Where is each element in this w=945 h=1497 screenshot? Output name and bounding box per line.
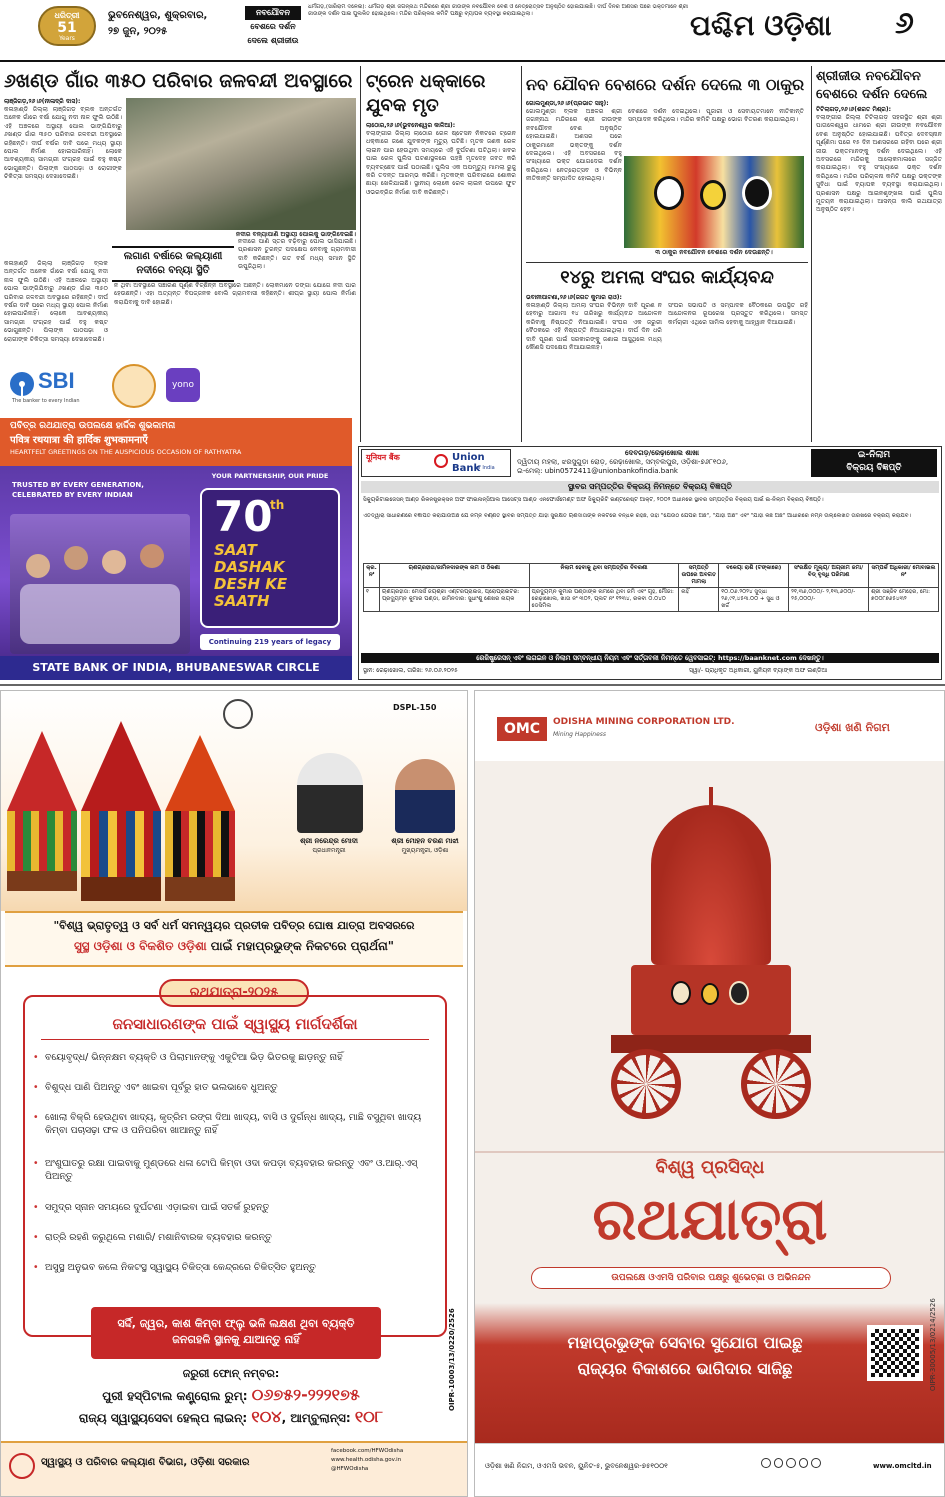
pm-title: ପ୍ରଧାନମନ୍ତ୍ରୀ [312,847,346,854]
story1-headline: ୬ଖଣ୍ଡ ଗାଁର ୩୫୦ ପରିବାର ଜଳବନ୍ଦୀ ଅବସ୍ଥାରେ [4,70,353,92]
story2-headline: ଟ୍ରେନ ଧକ୍କାରେ ଯୁବକ ମୃତ [366,71,486,116]
sbi-greeting-strip [0,418,352,466]
sbi-trusted: TRUSTED BY EVERY GENERATION, CELEBRATED BY EVERY INDIAN [12,481,144,499]
story1-body-right: ନଦୀରେ ପାଣି ସ୍ତର ବଢ଼ିବାରୁ ପୋଲ ଭାସିଯାଇଛି। ପ୍ରଶାସନ ତୁରନ୍ତ ପଦକ୍ଷେପ ନେବାକୁ ଗ୍ରାମବାସୀ ଦାବି କରିଛନ୍ତି। ଗତ ବର୍ଷ ମଧ୍ୟ ସମାନ ସ୍ଥିତି ଉପୁଜିଥିଲା। [238,238,356,271]
story1-body-continued: କଳାହାଣ୍ଡି ଜିଲ୍ଲା ଲାଞ୍ଜିଗଡ଼ ବ୍ଲକ ଅନ୍ତର୍ଗତ ଅନେକ ଗାଁରେ ବର୍ଷା ଯୋଗୁ ନଦୀ ନାଳ ଫୁଲି ଉଠିଛି। ଏହି ଅଞ୍ଚଳରେ ଅସ୍ଥାୟୀ ପୋଲ ଭାଙ୍ଗିଯିବାରୁ ୬ଖଣ୍ଡ ଗାଁର ୩୫୦ ପରିବାର ଜଳବନ୍ଦୀ ଅବସ୍ଥାରେ ରହିଛନ୍ତି। ଦୀର୍ଘ ବର୍ଷର ଦାବି ପରେ ମଧ୍ୟ ସ୍ଥାୟୀ ପୋଲ ନିର୍ମାଣ ହୋଇପାରିନାହିଁ। ଲୋକେ ଆବଶ୍ୟକୀୟ ସାମଗ୍ରୀ ସଂଗ୍ରହ ପାଇଁ ବହୁ କଷ୍ଟ ଭୋଗୁଛନ୍ତି। ପିଲାଙ୍କ ପାଠପଢ଼ା ଓ ରୋଗୀଙ୍କ ଚିକିତ୍ସା ସମସ୍ୟା ଦେଖାଦେଇଛି। [4,260,108,343]
ambulance-number: ୧୦୮ [354,1407,384,1426]
omc-advertisement [474,690,945,1497]
chariot-wheel-right-icon [741,1049,811,1119]
story3-body: ଗୋଲମୁଣ୍ଡା ବ୍ଲକ ଅଞ୍ଚଳର ଶ୍ରୀ ଜଗନ୍ନାଥ ମନ୍ଦିରରେ ଶ୍ରୀ ଜୀଉଙ୍କ ନବଯୌବନ ବେଶ ଅନୁଷ୍ଠିତ ହୋଇଯାଇଛି। ଅଣସର ପରେ ଠାକୁରମାନେ ଭକ୍ତଙ୍କୁ ଦର୍ଶନ ଦେଇଥିଲେ। ଏହି ଅବସରରେ ବହୁ ସଂଖ୍ୟାରେ ଭକ୍ତ ଯୋଗଦେଇ ଦର୍ଶନ କରିଥିଲେ। ନେତ୍ରୋତ୍ସବ ଓ ବିଭିନ୍ନ ନୀତିକାନ୍ତି ସମ୍ପାଦିତ ହୋଇଥିଲା। [526,108,622,183]
column-rule-3 [811,66,812,442]
cm-name: ଶ୍ରୀ ମୋହନ ଚରଣ ମାଝୀ [391,837,459,845]
chariot-2-icon [81,721,161,901]
auction-title-1: ଇ-ନିଲାମ [857,450,891,460]
union-bank-english: Union Bank [452,452,485,474]
teaser-kicker-2: ବେଶରେ ଦର୍ଶନ [250,22,296,31]
teaser-kicker-3: ଦେଲେ ଶ୍ରୀଜୀଉ [247,36,299,45]
health-quote-2a: ସୁସ୍ଥ ଓଡ଼ିଶା ଓ ବିକଶିତ ଓଡ଼ିଶା [73,939,207,953]
ad-divider [0,684,945,686]
story3-photo-caption: ୩ ଠାକୁର ନବଯୌବନ ବେଶରେ ଦର୍ଶନ ଦେଉଛନ୍ତି। [655,249,773,256]
auction-title-box [811,449,937,477]
sbi-tagline: The banker to every Indian [12,398,80,404]
x-icon[interactable] [761,1458,771,1468]
deities-photo [624,156,804,248]
omc-company: ODISHA MINING CORPORATION LTD. [553,717,735,727]
story2-byline: ଲାଠୋର,୨୬।୬(ଭୁବନେଶ୍ୱର କାଳିଆ): [366,122,456,129]
th-property: ନିଲାମ ହେବାକୁ ଥିବା ସମ୍ପତ୍ତିର ବିବରଣୀ [529,564,679,588]
sbi-logo-icon [10,372,34,396]
auction-table [363,563,939,612]
teaser-kicker-1: ନବଯୌବନ [245,6,301,20]
union-bank-auction-notice [358,446,942,680]
omc-prefix: ବିଶ୍ୱ ପ୍ରସିଦ୍ଧ [655,1157,765,1178]
auction-table-header [364,564,939,588]
td-borrower: ଋଣଗ୍ରହୀତା: ମେସର୍ସ ଜୟଶ୍ରୀ ଏଣ୍ଟରପ୍ରାଇଜ, ପ୍ରୋପ୍ରାଇଟର: ପ୍ରଦ୍ୟୁମ୍ନ କୁମାର ପଣ୍ଡା, ଜାମିନଦାର: ସୁଧାଂଶୁ ଶେଖର ନାୟକ [379,588,529,612]
rathyatra-emblem-icon [112,364,156,408]
facebook-icon[interactable] [786,1458,796,1468]
story3-body-right: ବେଶରେ ଦର୍ଶନ ଦେଇଥିଲେ। ପୂଜାରୀ ଓ ସେବାୟତମାନେ ନୀତିକାନ୍ତି ସମ୍ପାଦନ କରିଥିଲେ। ମନ୍ଦିର କମିଟି ପକ୍ଷରୁ ଭୋଗ ବିତରଣ କରାଯାଇଥିଲା। [628,108,804,124]
td-contact: ଶ୍ରୀ ସଞ୍ଜିବ ମେହେର, ମୋ: ୭୦୦୮୭୬୫୪୩୨ [869,588,939,612]
badge-top: ଧରିତ୍ରୀ [54,11,80,20]
chariot-body [631,965,791,1035]
chariot-spire [651,805,771,965]
flood-photo [126,98,356,230]
deity-face-3 [742,176,772,210]
th-borrower: ଋଣଗ୍ରହୀତା/ଜାମିନଦାରଙ୍କ ନାମ ଓ ଠିକଣା [379,564,529,588]
masthead-date [108,8,207,40]
omc-social-icons [761,1458,821,1472]
qr-code-icon[interactable] [867,1325,923,1381]
teaser-text: ଧର୍ମଗଡ଼,(ସାରିରାମ ଦଳେଇ): ଧର୍ମଗଡ଼ ଶ୍ରୀ ଜଗନ୍ନାଥ ମନ୍ଦିରରେ ଶ୍ରୀ ଜୀଉଙ୍କ ନବଯୌବନ ବେଶ ଓ ନେତ୍ରୋତ୍ସବ ଅନୁଷ୍ଠିତ ହୋଇଯାଇଛି। ଦୀର୍ଘ ଦିନର ଅଣସର ପରେ ଭକ୍ତମାନେ ଶ୍ରୀ ଜୀଉଙ୍କ ଦର୍ଶନ ପାଇ ପୁଲକିତ ହୋଇଥିଲେ। ମନ୍ଦିର ପରିଚାଳନା କମିଟି ପକ୍ଷରୁ ବ୍ୟାପକ ବ୍ୟବସ୍ଥା କରାଯାଇଥିଲା। [308,4,688,18]
emergency-phone-title: ଜରୁରୀ ଫୋନ୍ ନମ୍ବର: [182,1367,280,1380]
greeting-english: HEARTFELT GREETINGS ON THE AUSPICIOUS OCCASION OF RATHYATRA [10,448,242,456]
story1-body-left: କଳାହାଣ୍ଡି ଜିଲ୍ଲା ଲାଞ୍ଜିଗଡ଼ ବ୍ଲକ ଅନ୍ତର୍ଗତ ଅନେକ ଗାଁରେ ବର୍ଷା ଯୋଗୁ ନଦୀ ନାଳ ଫୁଲି ଉଠିଛି। ଏହି ଅଞ୍ଚଳରେ ଅସ୍ଥାୟୀ ପୋଲ ଭାଙ୍ଗିଯିବାରୁ ୬ଖଣ୍ଡ ଗାଁର ୩୫୦ ପରିବାର ଜଳବନ୍ଦୀ ଅବସ୍ଥାରେ ରହିଛନ୍ତି। ଦୀର୍ଘ ବର୍ଷର ଦାବି ପରେ ମଧ୍ୟ ସ୍ଥାୟୀ ପୋଲ ନିର୍ମାଣ ହୋଇପାରିନାହିଁ। ଲୋକେ ଆବଶ୍ୟକୀୟ ସାମଗ୍ରୀ ସଂଗ୍ରହ ପାଇଁ ବହୁ କଷ୍ଟ ଭୋଗୁଛନ୍ତି। ପିଲାଙ୍କ ପାଠପଢ଼ା ଓ ରୋଗୀଙ୍କ ଚିକିତ୍ସା ସମସ୍ୟା ଦେଖାଦେଇଛି। [4,106,122,181]
yono-logo-icon [166,368,200,402]
omc-main-title: ରଥଯାତ୍ରା [592,1185,828,1253]
health-quote-2b: ପାଇଁ ମହାପ୍ରଭୁଙ୍କ ନିକଟରେ ପ୍ରାର୍ଥନା" [206,939,395,953]
dashak: DASHAK [214,558,285,576]
chariot-illustration [601,787,821,1127]
website-link[interactable]: www.health.odisha.gov.in [331,1457,402,1463]
sbi-main-panel [0,466,352,656]
story5-headline: ଶ୍ରୀଜୀଉ ନବଯୌବନ ବେଶରେ ଦର୍ଶନ ଦେଲେ [816,69,928,102]
story4-body-right: ସଂଘର ସଭାପତି ଓ ସମ୍ପାଦକ ବୈଠକରେ ଉପସ୍ଥିତ ରହି ଆନ୍ଦୋଳନର ରୂପରେଖ ପ୍ରସ୍ତୁତ କରିଥିଲେ। ସମସ୍ତ କର୍ମଚାରୀ ଏଥିରେ ସାମିଲ ହେବାକୁ ଆହ୍ୱାନ ଦିଆଯାଇଛି। [668,302,808,326]
emergency-phone-2 [31,1407,431,1427]
page-number: ୬ [895,6,914,41]
badge-number: 51 [57,20,77,36]
health-footer [1,1441,467,1496]
odisha-emblem-icon [223,699,253,729]
guideline-item-5: • ସମୁଦ୍ର ସ୍ନାନ ସମୟରେ ଦୁର୍ଘଟଣା ଏଡ଼ାଇବା ପାଇଁ ସତର୍କ ରୁହନ୍ତୁ [45,1201,435,1214]
guideline-title: ଜନସାଧାରଣଙ୍କ ପାଇଁ ସ୍ୱାସ୍ଥ୍ୟ ମାର୍ଗଦର୍ଶିକା [112,1015,358,1033]
pm-name: ଶ୍ରୀ ନରେନ୍ଦ୍ର ମୋଦୀ [300,837,358,845]
td-dues: ୧୦.୦୬.୨୦୨୪ ସୁଦ୍ଧା ୨୬,୯୧,୪୫୩.୦୦ + ସୁଧ ଓ ଖର୍ଚ୍ଚ [719,588,789,612]
auction-signature: ସ୍ୱା/- ପ୍ରାଧିକୃତ ଅଧିକାରୀ, ୟୁନିୟନ ବ୍ୟାଙ୍କ ଅଫ ଇଣ୍ଡିଆ [689,667,828,674]
sbi-legacy: Continuing 219 years of legacy [200,634,340,650]
guideline-rule [41,1039,429,1040]
th-contact: ସମ୍ପର୍କ ଅଧିକାରୀ/ ମୋବାଇଲ ନଂ [869,564,939,588]
seventy-number: 70 [214,492,273,541]
omc-oipr [929,1171,941,1391]
auction-intro: ସିକ୍ୟୁରିଟାଇଜେସନ୍ ଆଣ୍ଡ ରିକନଷ୍ଟ୍ରକ୍ସନ ଅଫ ଫାଇନାନ୍ସିଆଲ ଆସେଟ୍ସ ଆଣ୍ଡ ଏନଫୋର୍ସମେଣ୍ଟ ଅଫ ସିକ୍ୟୁରିଟି ଇଣ୍ଟରେଷ୍ଟ ଆକ୍ଟ, ୨୦୦୨ ଅଧୀନରେ ସ୍ଥାବର ସମ୍ପତ୍ତିର ବିକ୍ରୟ ପାଇଁ ଇ-ନିଲାମ ବିକ୍ରୟ ବିଜ୍ଞପ୍ତି। [363,497,824,503]
column-rule-2 [521,66,522,442]
cm-title: ମୁଖ୍ୟମନ୍ତ୍ରୀ, ଓଡ଼ିଶା [401,847,449,854]
td-reserve: ୨୧,୩୬,୦୦୦/- ୨,୧୩,୬୦୦/- ୨୫,୦୦୦/- [789,588,869,612]
linkedin-icon[interactable] [811,1458,821,1468]
auction-title-2: ବିକ୍ରୟ ବିଜ୍ଞପ୍ତି [846,463,902,473]
health-oipr [448,1211,458,1411]
story4-body: କଳାହାଣ୍ଡି ଜିଲ୍ଲା ଅମଲା ସଂଘର ବିଭିନ୍ନ ଦାବି ପୂରଣ ନ ହେବାରୁ ଆଗାମୀ ୧୪ ତାରିଖରୁ କାର୍ଯ୍ୟବନ୍ଦ ଆନ୍ଦୋଳନ କରିବାକୁ ନିଷ୍ପତ୍ତି ନିଆଯାଇଛି। ସଂଘର ଏକ ଜରୁରୀ ବୈଠକରେ ଏହି ନିଷ୍ପତ୍ତି ନିଆଯାଇଥିଲା। ଦୀର୍ଘ ଦିନ ଧରି ଦାବି ପୂରଣ ପାଇଁ ସରକାରଙ୍କୁ ଜଣାଇ ଆସୁଥିଲେ ମଧ୍ୟ କୌଣସି ପଦକ୍ଷେପ ନିଆଯାଇନାହିଁ। [526,302,662,352]
auction-notice-text: ଏତଦ୍ୱାରା ସାଧାରଣରେ ବିଜ୍ଞାପିତ କରାଯାଉଅଛି ଯେ ନିମ୍ନ ବର୍ଣ୍ଣିତ ସ୍ଥାବର ସମ୍ପତ୍ତି ଯାହା ସୁରକ୍ଷିତ ଋଣଦାତାଙ୍କ ନିକଟରେ ବନ୍ଧକ ରହିଛି, ତାହା "ଯେଉଁଠି ଯେପରି ଅଛି", "ଯାହା ଅଛି" ଏବଂ "ଯାହା କିଛି ଅଛି" ଆଧାରରେ ନିମ୍ନ ଉଲ୍ଲେଖିତ ତାରିଖରେ ବିକ୍ରୟ କରାଯିବ। [363,513,912,519]
sbi-partnership: YOUR PARTNERSHIP, OUR PRIDE [211,472,329,480]
th-reserve: ସଂରକ୍ଷିତ ମୂଲ୍ୟ/ ଅଗ୍ରୀମ ଜମା/ ବିଡ୍ ବୃଦ୍ଧି ପରିମାଣ [789,564,869,588]
yono-label: yono [171,380,195,390]
ambulance-label: , ଆମ୍ବୁଲାନ୍ସ: [281,1411,351,1425]
column-rule-1 [360,66,361,442]
omc-line-2: ରାଜ୍ୟର ବିକାଶରେ ଭାଗିଦାର ସାଜିଛୁ [577,1359,793,1378]
health-social [331,1447,403,1474]
story1-photo-caption: ନଦୀର ବନ୍ୟାପାଣି ଅସ୍ଥାୟୀ ପୋଲକୁ ଭାଙ୍ଗିଦେଇଛି। [235,231,356,238]
seventy-th: th [270,498,285,512]
guideline-item-1: • ବୟୋବୃଦ୍ଧ/ ଭିନ୍ନକ୍ଷମ ବ୍ୟକ୍ତି ଓ ପିଲାମାନଙ୍କୁ ଏକୁଟିଆ ଭିଡ଼ ଭିତରକୁ ଛାଡ଼ନ୍ତୁ ନାହିଁ [45,1051,435,1064]
symptom-warning-2: ଜନଗହଳି ସ୍ଥାନକୁ ଯାଆନ୍ତୁ ନାହିଁ [172,1333,300,1346]
date-line-2: ୨୭ ଜୁନ, ୨୦୨୫ [108,26,168,37]
auction-subtitle: ସ୍ଥାବର ସମ୍ପତ୍ତିର ବିକ୍ରୟ ନିମନ୍ତେ ବିକ୍ରୟ ବିଜ୍ଞପ୍ତି [361,481,939,493]
guideline-item-7: • ଅସୁସ୍ଥ ଅନୁଭବ କଲେ ନିକଟସ୍ଥ ସ୍ୱାସ୍ଥ୍ୟ ଚିକିତ୍ସା କେନ୍ଦ୍ରରେ ଚିକିତ୍ସିତ ହୁଅନ୍ତୁ [45,1261,435,1274]
th-dues: ବକେୟା ରାଶି (ଟଙ୍କାରେ) [719,564,789,588]
health-hero [1,691,467,911]
omc-oipr-text: OIPR-30005/13/0214/2526 [929,1298,937,1391]
anniversary-badge [38,6,96,46]
pm-portrait [297,753,363,833]
rathyatra-year-badge: ରଥଯାତ୍ରା-୨୦୨୫ [159,979,309,1007]
omc-address: ଓଡ଼ିଶା ଖଣି ନିଗମ, ଓଏମସି ଭବନ, ୟୁନିଟ-୫, ଭୁବନେଶ୍ୱର-୭୫୧୦୦୧ [485,1462,668,1470]
deity-face-1 [654,176,684,210]
saath: SAATH [214,592,270,610]
auction-footer-rule: ରେଜିଷ୍ଟ୍ରେସନ୍ ଏବଂ ଲଗଇନ ଓ ନିଲାମ ସମ୍ବନ୍ଧୀୟ ନିୟମ ଏବଂ ସର୍ତ୍ତାବଳୀ ନିମନ୍ତେ ୱେବସାଇଟ୍: https://baanknet.com ଦେଖନ୍ତୁ। [361,653,939,663]
story4-byline: ଭବାନୀପାଟଣା,୨୬।୬(ଜଗତ କୁମାର ରାଓ): [526,294,622,301]
guideline-item-2: • ବିଶୁଦ୍ଧ ପାଣି ପିଅନ୍ତୁ ଏବଂ ଖାଇବା ପୂର୍ବରୁ ହାତ ଭଲଭାବେ ଧୁଅନ୍ତୁ [45,1081,435,1094]
cm-portrait [395,759,455,833]
masthead-rule [0,60,945,62]
family-photo [10,514,190,654]
union-bank-address: ଦ୍ୱିତୀୟ ମହଲା, ଝରସୁଗୁଡ଼ା ରୋଡ଼, ରେଢ଼ାଖୋଲ, ସମ୍ବଲପୁର, ଓଡ଼ିଶା-୭୬୮୧୦୬, [517,458,729,466]
story3-rule [526,262,808,263]
omc-line-1: ମହାପ୍ରଭୁଙ୍କ ସେବାର ସୁଯୋଗ ପାଇଛୁ [567,1333,803,1352]
story1-byline: ଲାଞ୍ଜିଗଡ଼,୨୬।୬(ନୀଳାଦ୍ରି ଦାସ): [4,98,81,105]
th-encumbrance: ସମ୍ପତ୍ତି ଉପରେ ଅବଗତ ମାମଲା [679,564,719,588]
td-encumbrance: ନାହିଁ [679,588,719,612]
guideline-item-6: • ରାତ୍ରି ରହଣି କରୁଥିଲେ ମଶାରି/ ମଶାନିବାରକ ବ୍ୟବହାର କରନ୍ତୁ [45,1231,435,1244]
facebook-link[interactable]: facebook.com/HFWOdisha [331,1448,404,1454]
masthead [0,0,945,64]
saat: SAAT [214,541,257,559]
story1-pull-quote: ଲଗାଣ ବର୍ଷାରେ କଲ୍ୟାଣୀ ନଦୀରେ ବନ୍ୟା ସ୍ଥିତି [112,246,234,282]
omc-website[interactable]: www.omcltd.in [873,1462,932,1470]
union-bank-address-block [517,449,807,476]
story3-byline: ଗୋଲମୁଣ୍ଡା,୨୬।୬(ପ୍ରଭାତ ସାହୁ): [526,100,609,107]
story5-body: ବଲାଙ୍ଗୀର ଜିଲ୍ଲା ଟିଟିଲାଗଡ଼ ସହରସ୍ଥିତ ଶ୍ରୀ ଶ୍ରୀ ପାତାଳେଶ୍ୱର ଧାମରେ ଶ୍ରୀ ଜୀଉଙ୍କ ନବଯୌବନ ବେଶ ଅନୁଷ୍ଠିତ ହୋଇଯାଇଛି। ପବିତ୍ର ଦେବସ୍ନାନ ପୂର୍ଣ୍ଣିମା ପରେ ୧୫ ଦିନ ଅଣସରରେ ରହିବା ପରେ ଶ୍ରୀ ଜୀଉ ଭକ୍ତମାନଙ୍କୁ ଦର୍ଶନ ଦେଇଥିଲେ। ଏହି ଅବସରରେ ମନ୍ଦିରକୁ ଆଲୋକମାଳାରେ ସଜ୍ଜିତ କରାଯାଇଥିଲା। ବହୁ ସଂଖ୍ୟାରେ ଭକ୍ତ ଦର୍ଶନ କରିଥିଲେ। ମନ୍ଦିର ପରିଚାଳନା କମିଟି ପକ୍ଷରୁ ଭକ୍ତଙ୍କ ସୁବିଧା ପାଇଁ ବ୍ୟାପକ ବ୍ୟବସ୍ଥା କରାଯାଇଥିଲା। ପ୍ରଶାସନ ପକ୍ଷରୁ ଆଇନଶୃଙ୍ଖଳା ପାଇଁ ପୁଲିସ ମୁତୟନ କରାଯାଇଥିଲା। ଆସନ୍ତା କାଲି ରଥଯାତ୍ରା ଅନୁଷ୍ଠିତ ହେବ। [816,114,942,214]
instagram-icon[interactable] [774,1458,784,1468]
health-quote-band [5,911,463,967]
union-bank-hindi: यूनियन बैंक [366,453,400,462]
story1-body-bottom: ନ ଥିବା ଅବସ୍ଥାରେ ସଞ୍ଚାରଣ ପୂର୍ଣ୍ଣ ବିଚ୍ଛିନ୍ନ ଅବସ୍ଥାରେ ଅଛନ୍ତି। ଲୋକମାନେ ଡଙ୍ଗା ଯୋଗେ ନଦୀ ପାର ହେଉଛନ୍ତି। ଏହା ଅତ୍ୟନ୍ତ ବିପଜ୍ଜନକ ବୋଲି ଗ୍ରାମବାସୀ କହିଛନ୍ତି। ଶୀଘ୍ର ସ୍ଥାୟୀ ପୋଲ ନିର୍ମାଣ କରାଯିବାକୁ ଦାବି ହୋଇଛି। [114,282,356,306]
chariot-1-icon [7,731,77,901]
badge-sub: Years [59,35,75,42]
td-serial: ୧ [364,588,380,612]
omc-footer [475,1443,944,1496]
phone1-label: ପୁରୀ ହସ୍ପିଟାଲ କଣ୍ଟ୍ରୋଲ ରୁମ୍: [102,1389,248,1403]
sbi-top-band [0,358,352,418]
union-bank-branch: ଦେବଗଡ଼/ରେଢ଼ାଖୋଲ ଶାଖା [625,449,699,457]
story3-headline: ନବ ଯୌବନ ବେଶରେ ଦର୍ଶନ ଦେଲେ ୩ ଠାକୁର [526,75,805,94]
hfw-logo-icon [9,1453,35,1479]
union-bank-mark-icon [434,454,448,468]
chariot-wheel-left-icon [611,1049,681,1119]
symptom-warning-1: ସର୍ଦ୍ଦି, ଜ୍ୱର, କାଶ କିମ୍ବା ଫ୍ଲୁ ଭଳି ଲକ୍ଷଣ ଥିବା ବ୍ୟକ୍ତି [117,1317,355,1330]
auction-place-date: ସ୍ଥାନ: ରେଢ଼ାଖୋଲ, ତାରିଖ: ୨୬.୦୬.୨୦୨୫ [363,667,458,674]
omc-logo: OMC [497,717,547,741]
story2-body: ବଲାଙ୍ଗୀର ଜିଲ୍ଲା ଲାଠୋର ରେଳ ଷ୍ଟେସନ ନିକଟରେ ଟ୍ରେନ ଧକ୍କାରେ ଜଣେ ଯୁବକଙ୍କ ମୃତ୍ୟୁ ଘଟିଛି। ମୃତକ ଜଣକ ରେଳ ଲାଇନ ପାର ହେଉଥିବା ସମୟରେ ଏହି ଦୁର୍ଘଟଣା ଘଟିଥିଲା। ଖବର ପାଇ ରେଳ ପୁଲିସ ଘଟଣାସ୍ଥଳରେ ପହଞ୍ଚି ମୃତଦେହ ଜବତ କରି ବ୍ୟବଚ୍ଛେଦ ପାଇଁ ପଠାଇଛି। ପୁଲିସ ଏକ ଅପମୃତ୍ୟୁ ମାମଲା ରୁଜୁ କରି ତଦନ୍ତ ଆରମ୍ଭ କରିଛି। ମୃତକଙ୍କ ପରିବାରରେ ଶୋକର ଛାୟା ଖେଳିଯାଇଛି। ସ୍ଥାନୀୟ ଲୋକେ ରେଳ ଲାଇନ ଉପରେ ଫୁଟ ଓଭରବ୍ରିଜ ନିର୍ମାଣ ଦାବି କରିଛନ୍ତି। [366,130,516,196]
sbi-footer: STATE BANK OF INDIA, BHUBANESWAR CIRCLE [0,656,352,680]
sbi-advertisement [0,358,352,680]
deity-face-2 [700,180,726,210]
desh-ke: DESH KE [214,575,288,593]
health-ad-code: DSPL-150 [393,703,437,712]
omc-header [475,691,944,761]
health-oipr-text: OIPR-10003/13/0220/2526 [448,1308,456,1411]
chariot-3-icon [165,735,235,901]
symptom-warning [91,1307,381,1359]
section-title: ପଶ୍ଚିମ ଓଡ଼ିଶା [690,9,832,42]
union-bank-sub: of India [476,465,495,471]
union-bank-logo [361,449,511,477]
union-bank-email: ଇ-ମେଲ୍: ubin0572411@unionbankofindia.bank [517,467,678,475]
sbi-brand: SBI [38,368,75,393]
greeting-hindi: पवित्र रथयात्रा की हार्दिक शुभकामनाएँ [10,435,148,446]
health-quote-1: "ବିଶ୍ୱ ଭ୍ରାତୃତ୍ୱ ଓ ସର୍ବ ଧର୍ମ ସମନ୍ୱୟର ପ୍ରତୀକ ପବିତ୍ର ଘୋଷ ଯାତ୍ରା ଅବସରରେ [53,919,415,932]
story4-headline: ୧୪ରୁ ଅମଲା ସଂଘର କାର୍ଯ୍ୟବନ୍ଦ [560,267,774,288]
omc-wishes: ଉପଲକ୍ଷେ ଓଏମସି ପରିବାର ପକ୍ଷରୁ ଶୁଭେଚ୍ଛା ଓ ଅଭିନନ୍ଦନ [531,1267,891,1289]
youtube-icon[interactable] [799,1458,809,1468]
td-property: ପ୍ରଦ୍ୟୁମ୍ନ କୁମାର ପଣ୍ଡାଙ୍କ ନାମରେ ଥିବା ଜମି ଏବଂ ଗୃହ, ମୌଜା: ରେଢ଼ାଖୋଲ, ଖାତା ନଂ ୩୦୨, ପ୍ଲଟ ନଂ ୧୨୩୪, ରକବା ୦.୦୪୦ ଡେସିମିଲ [529,588,679,612]
seventy-years-badge [200,488,340,628]
date-line-1: ଭୁବନେଶ୍ୱର, ଶୁକ୍ରବାର, [108,10,208,21]
table-row [364,588,939,612]
omc-company-odia: ଓଡ଼ିଶା ଖଣି ନିଗମ [815,721,890,734]
phone2-number: ୧୦୪ [251,1407,282,1426]
th-serial: କ୍ର. ନଂ [364,564,380,588]
emergency-phone-1 [31,1385,431,1405]
omc-tagline: Mining Happiness [553,731,607,738]
greeting-odia: ପବିତ୍ର ରଥଯାତ୍ରା ଉପଲକ୍ଷେ ହାର୍ଦ୍ଦିକ ଶୁଭକାମନା [10,421,176,431]
health-dept-name: ସ୍ୱାସ୍ଥ୍ୟ ଓ ପରିବାର କଲ୍ୟାଣ ବିଭାଗ, ଓଡ଼ିଶା ସରକାର [41,1457,250,1468]
guideline-item-3: • ଖୋଲା ବିକ୍ରି ହେଉଥିବା ଖାଦ୍ୟ, କୃତ୍ରିମ ରଙ୍ଗ ଦିଆ ଖାଦ୍ୟ, ବାସି ଓ ଦୁର୍ଗନ୍ଧ ଖାଦ୍ୟ, ମାଛି ବସୁଥିବା ଖାଦ୍ୟ କିମ୍ବା ପଚାସଢ଼ା ଫଳ ଓ ପନିପରିବା ଖାଆନ୍ତୁ ନାହିଁ [45,1111,435,1137]
phone2-label: ରାଜ୍ୟ ସ୍ୱାସ୍ଥ୍ୟସେବା ହେଲ୍ପ ଲାଇନ୍: [78,1411,248,1425]
teaser-kicker [245,6,301,48]
phone1-number: ୦୬୭୫୨-୨୨୨୧୭୫ [251,1385,360,1404]
story5-byline: ଟିଟିଲାଗଡ଼,୨୬।୬(ଶରତ ମିଶ୍ର): [816,106,891,113]
health-department-advertisement [0,690,468,1497]
twitter-link[interactable]: @HFWOdisha [331,1466,369,1472]
guideline-item-4: • ଅଂଶୁଘାତରୁ ରକ୍ଷା ପାଇବାକୁ ମୁଣ୍ଡରେ ଧଳା ଟୋପି କିମ୍ବା ଓଦା କପଡ଼ା ବ୍ୟବହାର କରନ୍ତୁ ଏବଂ ଓ.ଆର୍.ଏସ୍ ପିଅନ୍ତୁ [45,1157,435,1183]
